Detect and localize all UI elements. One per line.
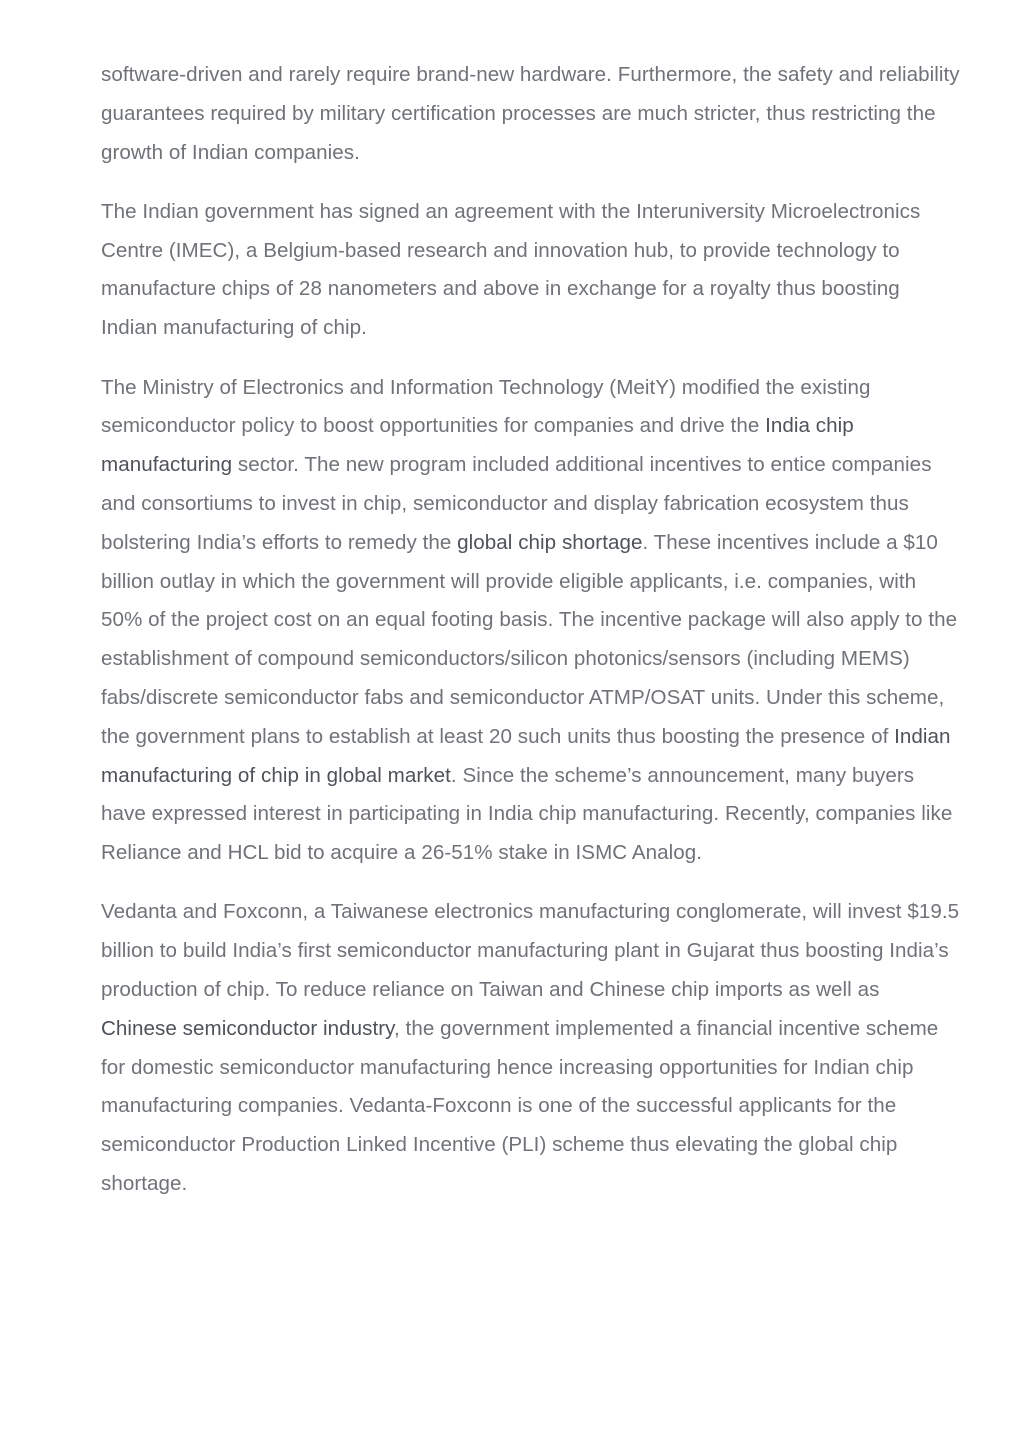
link-indian-manufacturing-global-market[interactable]: Indian manufacturing of chip in global market xyxy=(101,724,951,787)
paragraph-vedanta-foxconn xyxy=(101,893,961,1203)
paragraph-text: The Ministry of Electronics and Information Technology (MeitY) modified the existing semiconductor policy to boost opportunities for companies and drive the xyxy=(101,375,871,438)
paragraph-text: Vedanta and Foxconn, a Taiwanese electronics manufacturing conglomerate, will invest $19.5 billion to build India’s first semiconductor manufacturing plant in Gujarat thus boosting India’s production of chip. To reduce reliance on Taiwan and Chinese chip imports as well as xyxy=(101,900,960,1002)
paragraph-meity-policy xyxy=(101,369,961,873)
link-global-chip-shortage[interactable]: global chip shortage xyxy=(457,530,643,554)
link-chinese-semiconductor-industry[interactable]: Chinese semiconductor industry xyxy=(101,1016,394,1040)
paragraph-text: . These incentives include a $10 billion outlay in which the government will provide eligible applicants, i.e. companies, with 50% of the project cost on an equal footing basis. The incentive package will also apply to the establishment of compound semiconductors/silicon photonics/sensors (including MEMS) fabs/discrete semiconductor fabs and semiconductor ATMP/OSAT units. Under this scheme, the government plans to establish at least 20 such units thus boosting the presence of xyxy=(101,530,958,748)
paragraph-military-certification: software-driven and rarely require brand-new hardware. Furthermore, the safety and reliability guarantees required by military certification processes are much stricter, thus restricting the growth of Indian companies. xyxy=(101,63,960,164)
paragraph-text: sector. The new program included additional incentives to entice companies and consortiums to invest in chip, semiconductor and display fabrication ecosystem thus bolstering India’s efforts to remedy the xyxy=(101,453,932,554)
link-india-chip-manufacturing[interactable]: India chip manufacturing xyxy=(101,414,854,477)
paragraph-imec-agreement: The Indian government has signed an agreement with the Interuniversity Microelectronics Centre (IMEC), a Belgium-based research and innovation hub, to provide technology to manufacture chips of 28 nanometers and above in exchange for a royalty thus boosting Indian manufacturing of chip. xyxy=(101,199,921,340)
article-body xyxy=(101,56,961,1224)
paragraph-text: , the government implemented a financial incentive scheme for domestic semiconductor manufacturing hence increasing opportunities for Indian chip manufacturing companies. Vedanta-Foxconn is one of the successful applicants for the semiconductor Production Linked Incentive (PLI) scheme thus elevating the global chip shortage. xyxy=(101,1016,939,1196)
paragraph-text: . Since the scheme’s announcement, many buyers have expressed interest in participating in India chip manufacturing. Recently, companies like Reliance and HCL bid to acquire a 26-51% stake in ISMC Analog. xyxy=(101,763,953,865)
